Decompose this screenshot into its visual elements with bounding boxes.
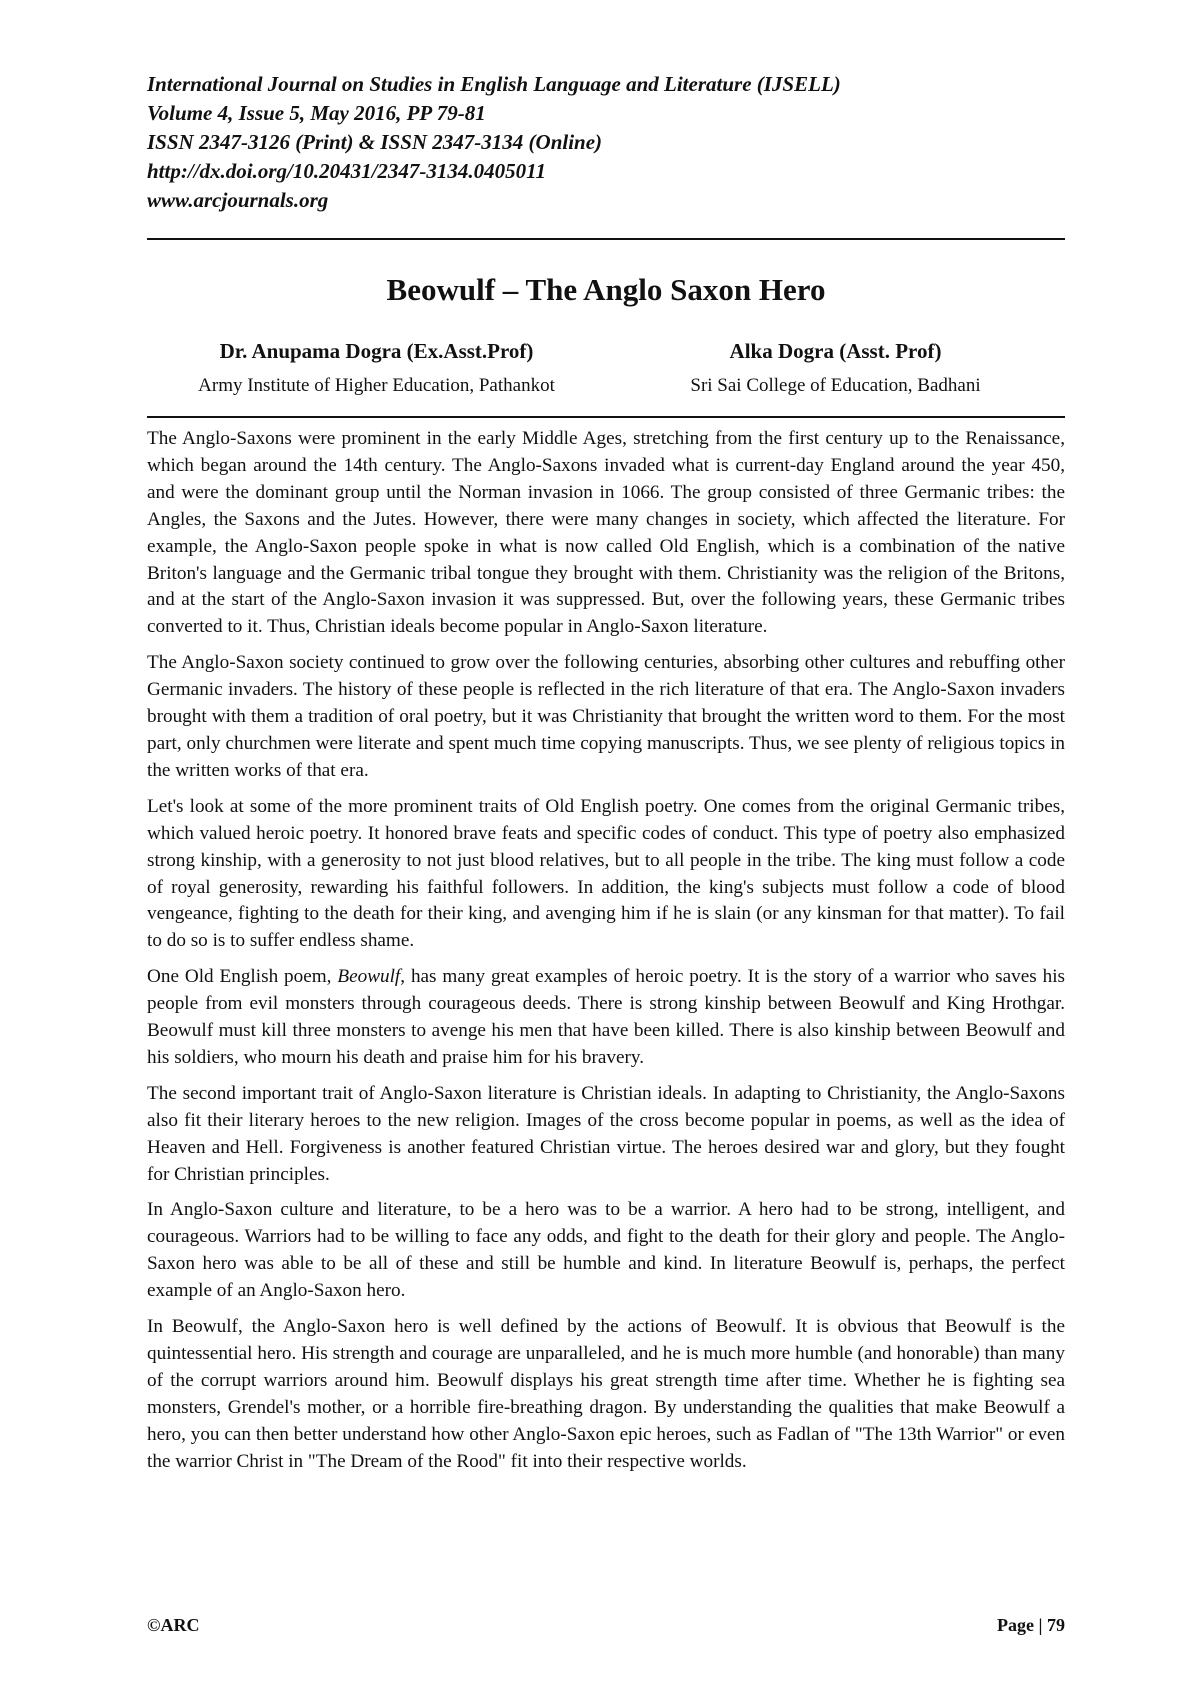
paragraph-text: , has many great examples of heroic poetry. It is the story of a warrior who saves his people from evil monsters through courageous deeds. There is strong kinship between Beowulf and King Hrothgar. Beowulf must kill three monsters to avenge his men that have been killed. There is also kinship between Beowulf and his soldiers, who mourn his death and praise him for his bravery.	[147, 966, 1065, 1068]
author-block-1	[147, 338, 606, 398]
paragraph: Let's look at some of the more prominent traits of Old English poetry. One comes from the original Germanic tribes, which valued heroic poetry. It honored brave feats and specific codes of conduct. This type of poetry also emphasized strong kinship, with a generosity to not just blood relatives, but to all people in the tribe. The king must follow a code of royal generosity, rewarding his faithful followers. In addition, the king's subjects must follow a code of blood vengeance, fighting to the death for their king, and avenging him if he is slain (or any kinsman for that matter). To fail to do so is to suffer endless shame.	[147, 795, 1065, 952]
journal-name: International Journal on Studies in English Language and Literature (IJSELL)	[147, 72, 841, 96]
journal-doi-link[interactable]: http://dx.doi.org/10.20431/2347-3134.0405011	[147, 159, 547, 183]
poem-title: Beowulf	[337, 966, 401, 988]
article-title: Beowulf – The Anglo Saxon Hero	[386, 272, 826, 307]
journal-website-link[interactable]: www.arcjournals.org	[147, 188, 329, 212]
paragraph-text: One Old English poem,	[147, 966, 338, 988]
paragraph	[147, 964, 1065, 1072]
paragraph: The second important trait of Anglo-Saxon literature is Christian ideals. In adapting to Christianity, the Anglo-Saxons also fit their literary heroes to the new religion. Images of the cross become popular in poems, as well as the idea of Heaven and Hell. Forgiveness is another featured Christian virtue. The heroes desired war and glory, but they fought for Christian principles.	[147, 1082, 1065, 1185]
author-affiliation: Army Institute of Higher Education, Pathankot	[198, 375, 555, 396]
title-divider	[147, 416, 1065, 418]
journal-volume: Volume 4, Issue 5, May 2016, PP 79-81	[147, 101, 486, 125]
paragraph: In Anglo-Saxon culture and literature, to be a hero was to be a warrior. A hero had to be strong, intelligent, and courageous. Warriors had to be willing to face any odds, and fight to the death for their glory and people. The Anglo-Saxon hero was able to be all of these and still be humble and kind. In literature Beowulf is, perhaps, the perfect example of an Anglo-Saxon hero.	[147, 1199, 1065, 1302]
paragraph: The Anglo-Saxons were prominent in the early Middle Ages, stretching from the first century up to the Renaissance, which began around the 14th century. The Anglo-Saxons invaded what is current-day England around the year 450, and were the dominant group until the Norman invasion in 1066. The group consisted of three Germanic tribes: the Angles, the Saxons and the Jutes. However, there were many changes in society, which affected the literature. For example, the Anglo-Saxon people spoke in what is now called Old English, which is a combination of the native Briton's language and the Germanic tribal tongue they brought with them. Christianity was the religion of the Britons, and at the start of the Anglo-Saxon invasion it was suppressed. But, over the following years, these Germanic tribes converted to it. Thus, Christian ideals become popular in Anglo-Saxon literature.	[147, 428, 1065, 638]
page-number: Page | 79	[997, 1615, 1065, 1635]
journal-header	[147, 70, 1067, 215]
copyright-label: ©ARC	[147, 1615, 200, 1635]
author-name: Alka Dogra (Asst. Prof)	[729, 339, 942, 363]
author-affiliation: Sri Sai College of Education, Badhani	[690, 375, 981, 396]
author-block-2	[606, 338, 1065, 398]
header-divider	[147, 238, 1065, 240]
paragraph: The Anglo-Saxon society continued to grow over the following centuries, absorbing other cultures and rebuffing other Germanic invaders. The history of these people is reflected in the rich literature of that era. The Anglo-Saxon invaders brought with them a tradition of oral poetry, but it was Christianity that brought the written word to them. For the most part, only churchmen were literate and spent much time copying manuscripts. Thus, we see plenty of religious topics in the written works of that era.	[147, 652, 1065, 781]
article-body	[147, 426, 1065, 1485]
journal-issn: ISSN 2347-3126 (Print) & ISSN 2347-3134 (Online)	[147, 130, 603, 154]
paragraph: In Beowulf, the Anglo-Saxon hero is well defined by the actions of Beowulf. It is obvious that Beowulf is the quintessential hero. His strength and courage are unparalleled, and he is much more humble (and honorable) than many of the corrupt warriors around him. Beowulf displays his great strength time after time. Whether he is fighting sea monsters, Grendel's mother, or a horrible fire-breathing dragon. By understanding the qualities that make Beowulf a hero, you can then better understand how other Anglo-Saxon epic heroes, such as Fadlan of "The 13th Warrior" or even the warrior Christ in "The Dream of the Rood" fit into their respective worlds.	[147, 1316, 1065, 1472]
author-name: Dr. Anupama Dogra (Ex.Asst.Prof)	[219, 339, 534, 363]
